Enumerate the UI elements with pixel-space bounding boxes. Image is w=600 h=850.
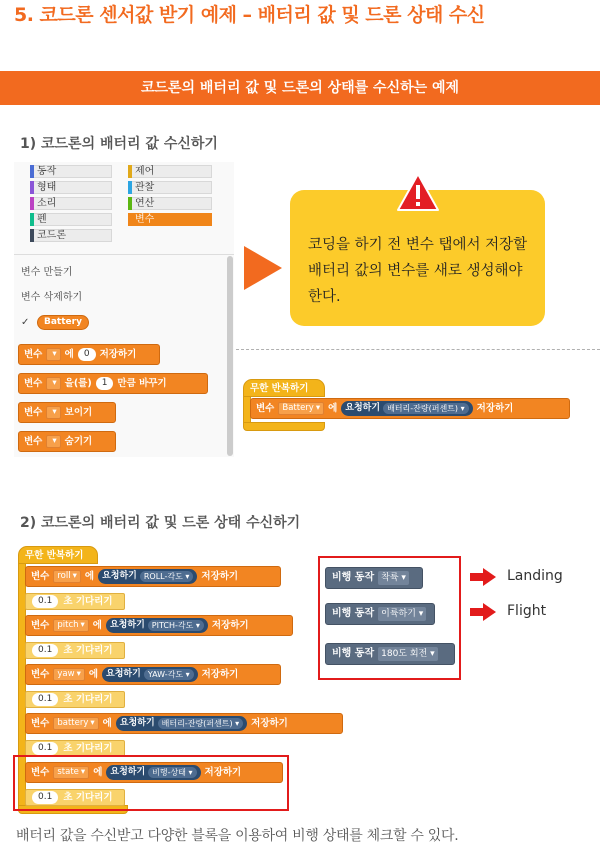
block-prefix: 변수 [31, 718, 50, 729]
landing-label: Landing [507, 568, 563, 584]
variable-dropdown[interactable]: battery ▾ [53, 717, 98, 730]
variable-dropdown[interactable]: pitch ▾ [53, 619, 88, 632]
section2-title: 2) 코드론의 배터리 값 및 드론 상태 수신하기 [20, 515, 301, 531]
sensor-dropdown[interactable]: YAW-각도 ▾ [144, 669, 194, 680]
example-banner: 코드론의 배터리 값 및 드론의 상태를 수신하는 예제 [0, 71, 600, 105]
state-highlight-box [13, 755, 289, 811]
footer-caption: 배터리 값을 수신받고 다양한 블록을 이용하여 비행 상태를 체크할 수 있다. [16, 828, 459, 844]
variable-dropdown[interactable] [46, 377, 60, 390]
sensor-dropdown[interactable]: 배터리-잔량(퍼센트) ▾ [383, 403, 469, 414]
flight-action-land-block[interactable] [325, 567, 423, 589]
category-pen-label[interactable]: 펜 [30, 213, 47, 226]
forever-hat-block-2[interactable]: 무한 반복하기 [18, 546, 98, 564]
sensor-dropdown[interactable]: PITCH-각도 ▾ [148, 620, 204, 631]
value-input[interactable]: 0 [78, 348, 96, 361]
value-input[interactable]: 1 [96, 377, 114, 390]
category-codrone-label[interactable]: 코드론 [30, 229, 66, 242]
palette-scrollbar[interactable] [227, 256, 233, 456]
sensor-dropdown[interactable]: 배터리-잔량(퍼센트) ▾ [158, 718, 244, 729]
block-suffix: 저장하기 [211, 620, 249, 631]
wait-value-input[interactable]: 0.1 [32, 791, 58, 804]
variable-checkbox[interactable]: ✓ [21, 317, 30, 328]
block-prefix: 변수 [24, 349, 43, 360]
category-variables[interactable]: 변수 [128, 213, 212, 226]
battery-variable-reporter[interactable]: Battery [37, 315, 89, 330]
block-suffix: 저장하기 [204, 767, 242, 778]
flight-option-dropdown[interactable]: 이륙하기 ▾ [378, 607, 426, 621]
block-suffix: 저장하기 [99, 349, 137, 360]
block-mid: 에 [92, 620, 102, 631]
variable-dropdown[interactable] [46, 435, 60, 448]
yaw-set-block[interactable] [25, 664, 281, 685]
hide-variable-block[interactable] [18, 431, 116, 452]
variable-dropdown[interactable] [46, 348, 60, 361]
sensor-dropdown[interactable]: 비행-상태 ▾ [148, 767, 196, 778]
block-mid: 에 [328, 403, 338, 414]
arrow-right-icon [470, 568, 496, 586]
category-motion-label[interactable]: 동작 [30, 165, 56, 178]
request-label: 요청하기 [345, 403, 381, 413]
block-mid: 에 [64, 349, 74, 360]
category-looks-label[interactable]: 형태 [30, 181, 56, 194]
callout-text: 코딩을 하기 전 변수 탭에서 저장할 배터리 값의 변수를 새로 생성해야 한다. [308, 237, 528, 305]
variable-dropdown[interactable]: yaw ▾ [53, 668, 84, 681]
wait-value-input[interactable]: 0.1 [32, 644, 58, 657]
block-suffix: 만큼 바꾸기 [117, 378, 167, 389]
block-suffix: 저장하기 [251, 718, 288, 729]
battery-set-block-2[interactable] [25, 713, 343, 734]
request-label: 요청하기 [119, 718, 155, 728]
category-sensing-label[interactable]: 관찰 [128, 181, 154, 194]
request-reporter[interactable] [106, 618, 208, 633]
show-variable-block[interactable] [18, 402, 116, 423]
block-suffix: 보이기 [64, 407, 93, 418]
block-mid: 에 [88, 669, 99, 680]
flight-action-label: 비행 동작 [332, 572, 375, 583]
flight-action-rotate-block[interactable] [325, 643, 455, 665]
block-suffix: 저장하기 [201, 669, 239, 680]
palette-divider [14, 254, 234, 255]
flight-label: Flight [507, 603, 547, 619]
block-mid: 에 [102, 718, 112, 729]
wait-label: 초 기다리기 [63, 596, 113, 607]
block-mid: 을(를) [64, 378, 92, 389]
pitch-set-block[interactable] [25, 615, 293, 636]
category-sound-label[interactable]: 소리 [30, 197, 56, 210]
request-label: 요청하기 [106, 669, 141, 679]
category-control-label[interactable]: 제어 [128, 165, 154, 178]
flight-option-dropdown[interactable]: 착륙 ▾ [378, 571, 409, 585]
wait-block[interactable] [25, 691, 125, 708]
wait-label: 초 기다리기 [63, 743, 113, 754]
change-variable-block[interactable] [18, 373, 208, 394]
forever-hat-block[interactable]: 무한 반복하기 [243, 379, 325, 397]
flight-action-label: 비행 동작 [332, 648, 375, 659]
block-prefix: 변수 [31, 669, 50, 680]
block-mid: 에 [84, 571, 95, 582]
wait-label: 초 기다리기 [63, 792, 113, 803]
wait-value-input[interactable]: 0.1 [32, 595, 58, 608]
request-reporter[interactable] [98, 569, 197, 584]
wait-label: 초 기다리기 [63, 694, 113, 705]
block-prefix: 변수 [31, 620, 50, 631]
wait-value-input[interactable]: 0.1 [32, 693, 58, 706]
block-suffix: 저장하기 [201, 571, 239, 582]
flight-option-dropdown[interactable]: 180도 회전 ▾ [378, 647, 438, 661]
wait-label: 초 기다리기 [63, 645, 113, 656]
block-mid: 에 [93, 767, 103, 778]
block-prefix: 변수 [256, 403, 275, 414]
request-label: 요청하기 [109, 620, 145, 630]
delete-variable-button[interactable]: 변수 삭제하기 [21, 292, 83, 303]
warning-icon [396, 172, 440, 212]
flight-action-takeoff-block[interactable] [325, 603, 435, 625]
request-reporter[interactable] [102, 667, 198, 682]
dashed-divider [236, 349, 600, 350]
page-title: 5. 코드론 센서값 받기 예제 – 배터리 값 및 드론 상태 수신 [14, 4, 485, 26]
make-variable-button[interactable]: 변수 만들기 [21, 267, 73, 278]
forever-c-bottom [243, 422, 325, 431]
arrow-right-icon [470, 603, 496, 621]
sensor-dropdown[interactable]: ROLL-각도 ▾ [140, 571, 194, 582]
block-prefix: 변수 [31, 767, 50, 778]
arrow-right-icon [244, 246, 282, 290]
request-label: 요청하기 [102, 571, 137, 581]
flight-action-label: 비행 동작 [332, 608, 375, 619]
request-label: 요청하기 [110, 767, 146, 777]
block-prefix: 변수 [24, 407, 43, 418]
block-prefix: 변수 [24, 436, 43, 447]
variable-dropdown[interactable]: state ▾ [53, 766, 89, 779]
block-prefix: 변수 [24, 378, 43, 389]
block-suffix: 저장하기 [476, 403, 514, 414]
variable-dropdown[interactable] [46, 406, 60, 419]
request-reporter[interactable] [116, 716, 247, 731]
variable-dropdown[interactable]: roll ▾ [53, 570, 81, 583]
section1-title: 1) 코드론의 배터리 값 수신하기 [20, 136, 218, 152]
block-suffix: 숨기기 [64, 436, 93, 447]
roll-set-block[interactable] [25, 566, 281, 587]
block-prefix: 변수 [31, 571, 50, 582]
wait-block[interactable] [25, 593, 125, 610]
wait-value-input[interactable]: 0.1 [32, 742, 58, 755]
category-operators-label[interactable]: 연산 [128, 197, 154, 210]
battery-set-block[interactable] [250, 398, 570, 419]
request-reporter[interactable] [341, 401, 472, 416]
wait-block[interactable] [25, 642, 125, 659]
set-variable-block[interactable] [18, 344, 160, 365]
variable-dropdown[interactable]: Battery ▾ [278, 402, 324, 415]
